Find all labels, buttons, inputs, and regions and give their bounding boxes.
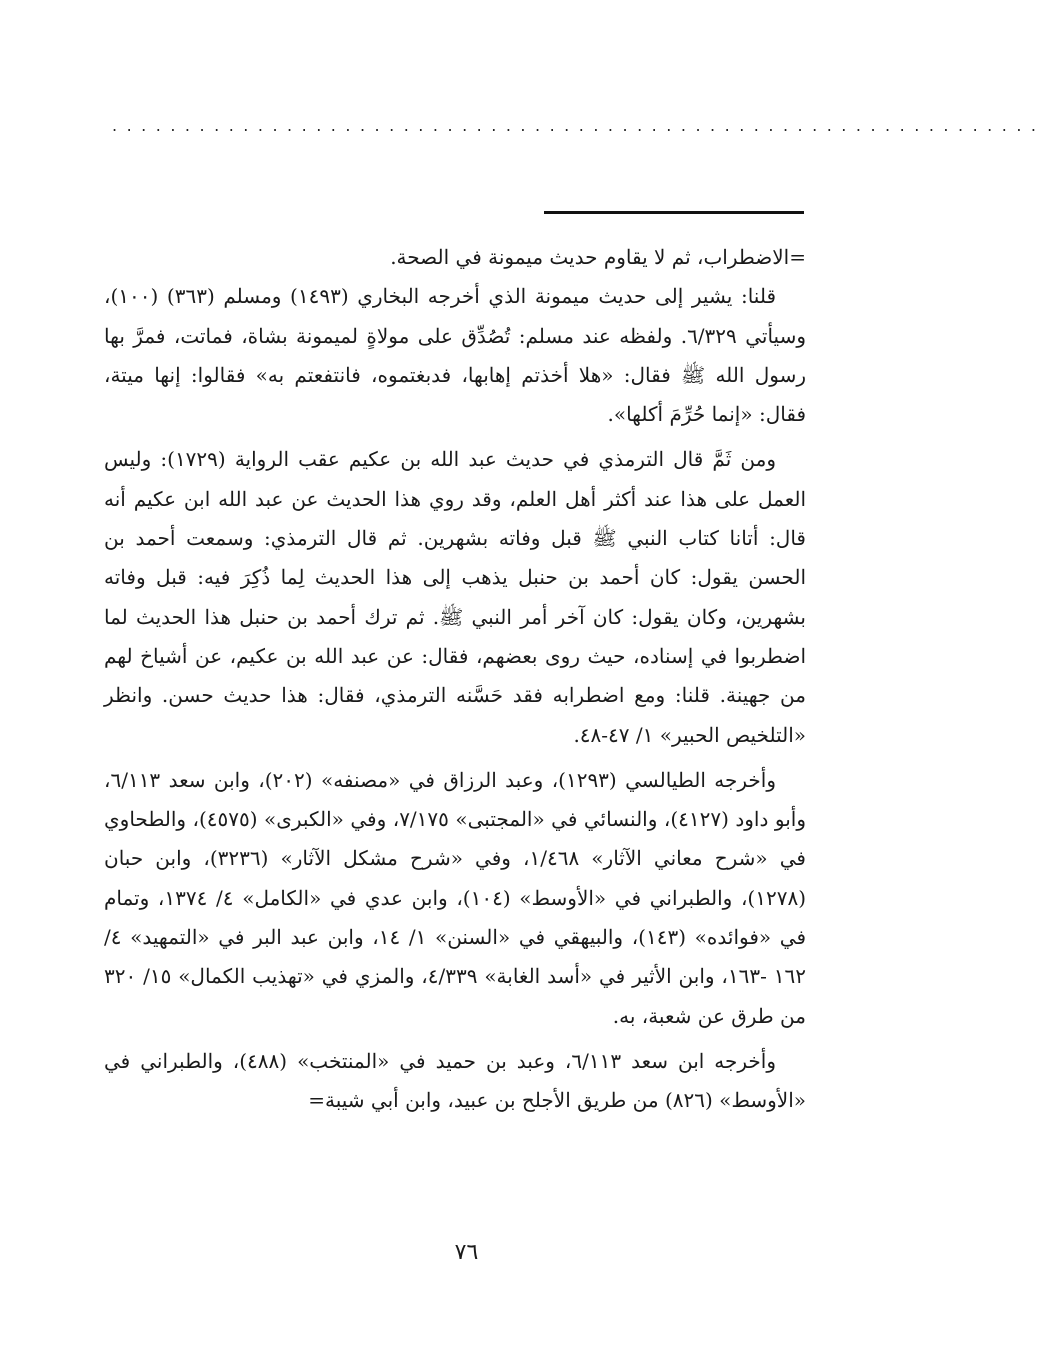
footnote-paragraph-2: قلنا: يشير إلى حديث ميمونة الذي أخرجه البخاري (١٤٩٣) ومسلم (٣٦٣) (١٠٠)، وسيأتي ٦/٣٢٩. ولفظه عند مسلم: تُصُدِّق على مولاةٍ لميمونة بشاة، فماتت، فمرَّ بها رسول الله ﷺ فقال: «هلا أخذتم إهابها، فدبغتموه، فانتفعتم به» فقالوا: إنها ميتة، فقال: «إنما حُرِّمَ أكلها». bbox=[104, 284, 806, 427]
page-number: ٧٦ bbox=[454, 1240, 479, 1265]
footnote-text-block bbox=[104, 238, 806, 1121]
footnote-paragraph-4: وأخرجه الطيالسي (١٢٩٣)، وعبد الرزاق في «مصنفه» (٢٠٢)، وابن سعد ٦/١١٣، وأبو داود (٤١٢٧)، والنسائي في «المجتبى» ٧/١٧٥، وفي «الكبرى» (٤٥٧٥)، والطحاوي في «شرح معاني الآثار» ١/٤٦٨، وفي «شرح مشكل الآثار» (٣٢٣٦)، وابن حبان (١٢٧٨)، والطبراني في «الأوسط» (١٠٤)، وابن عدي في «الكامل» ٤/ ١٣٧٤، وتمام في «فوائده» (١٤٣)، والبيهقي في «السنن» ١/ ١٤، وابن عبد البر في «التمهيد» ٤/ ١٦٢ -١٦٣، وابن الأثير في «أسد الغابة» ٤/٣٣٩، والمزي في «تهذيب الكمال» ١٥/ ٣٢٠ من طرق عن شعبة، به. bbox=[104, 767, 807, 1028]
footnote-paragraph-5: وأخرجه ابن سعد ٦/١١٣، وعبد بن حميد في «المنتخب» (٤٨٨)، والطبراني في «الأوسط» (٨٢٦) من طريق الأجلح بن عبيد، وابن أبي شيبة= bbox=[104, 1048, 806, 1113]
footnote-separator-rule bbox=[544, 211, 804, 214]
header-dotted-separator: ................................................................ bbox=[112, 116, 1046, 135]
footnote-paragraph-3: ومن ثَمَّ قال الترمذي في حديث عبد الله بن عكيم عقب الرواية (١٧٢٩): وليس العمل على هذا عند أكثر أهل العلم، وقد روي هذا الحديث عن عبد الله ابن عكيم أنه قال: أتانا كتاب النبي ﷺ قبل وفاته بشهرين. ثم قال الترمذي: وسمعت أحمد بن الحسن يقول: كان أحمد بن حنبل يذهب إلى هذا الحديث لِما ذُكِرَ فيه: قبل وفاته بشهرين، وكان يقول: كان آخر أمر النبي ﷺ. ثم ترك أحمد بن حنبل هذا الحديث لما اضطربوا في إسناده، حيث روى بعضهم، فقال: عن عبد الله بن عكيم، عن أشياخ لهم من جهينة. قلنا: ومع اضطرابه فقد حَسَّنه الترمذي، فقال: هذا حديث حسن. وانظر «التلخيص الحبير» ١/ ٤٧-٤٨. bbox=[104, 447, 806, 747]
footnote-paragraph-1: =الاضطراب، ثم لا يقاوم حديث ميمونة في الصحة. bbox=[390, 245, 806, 269]
